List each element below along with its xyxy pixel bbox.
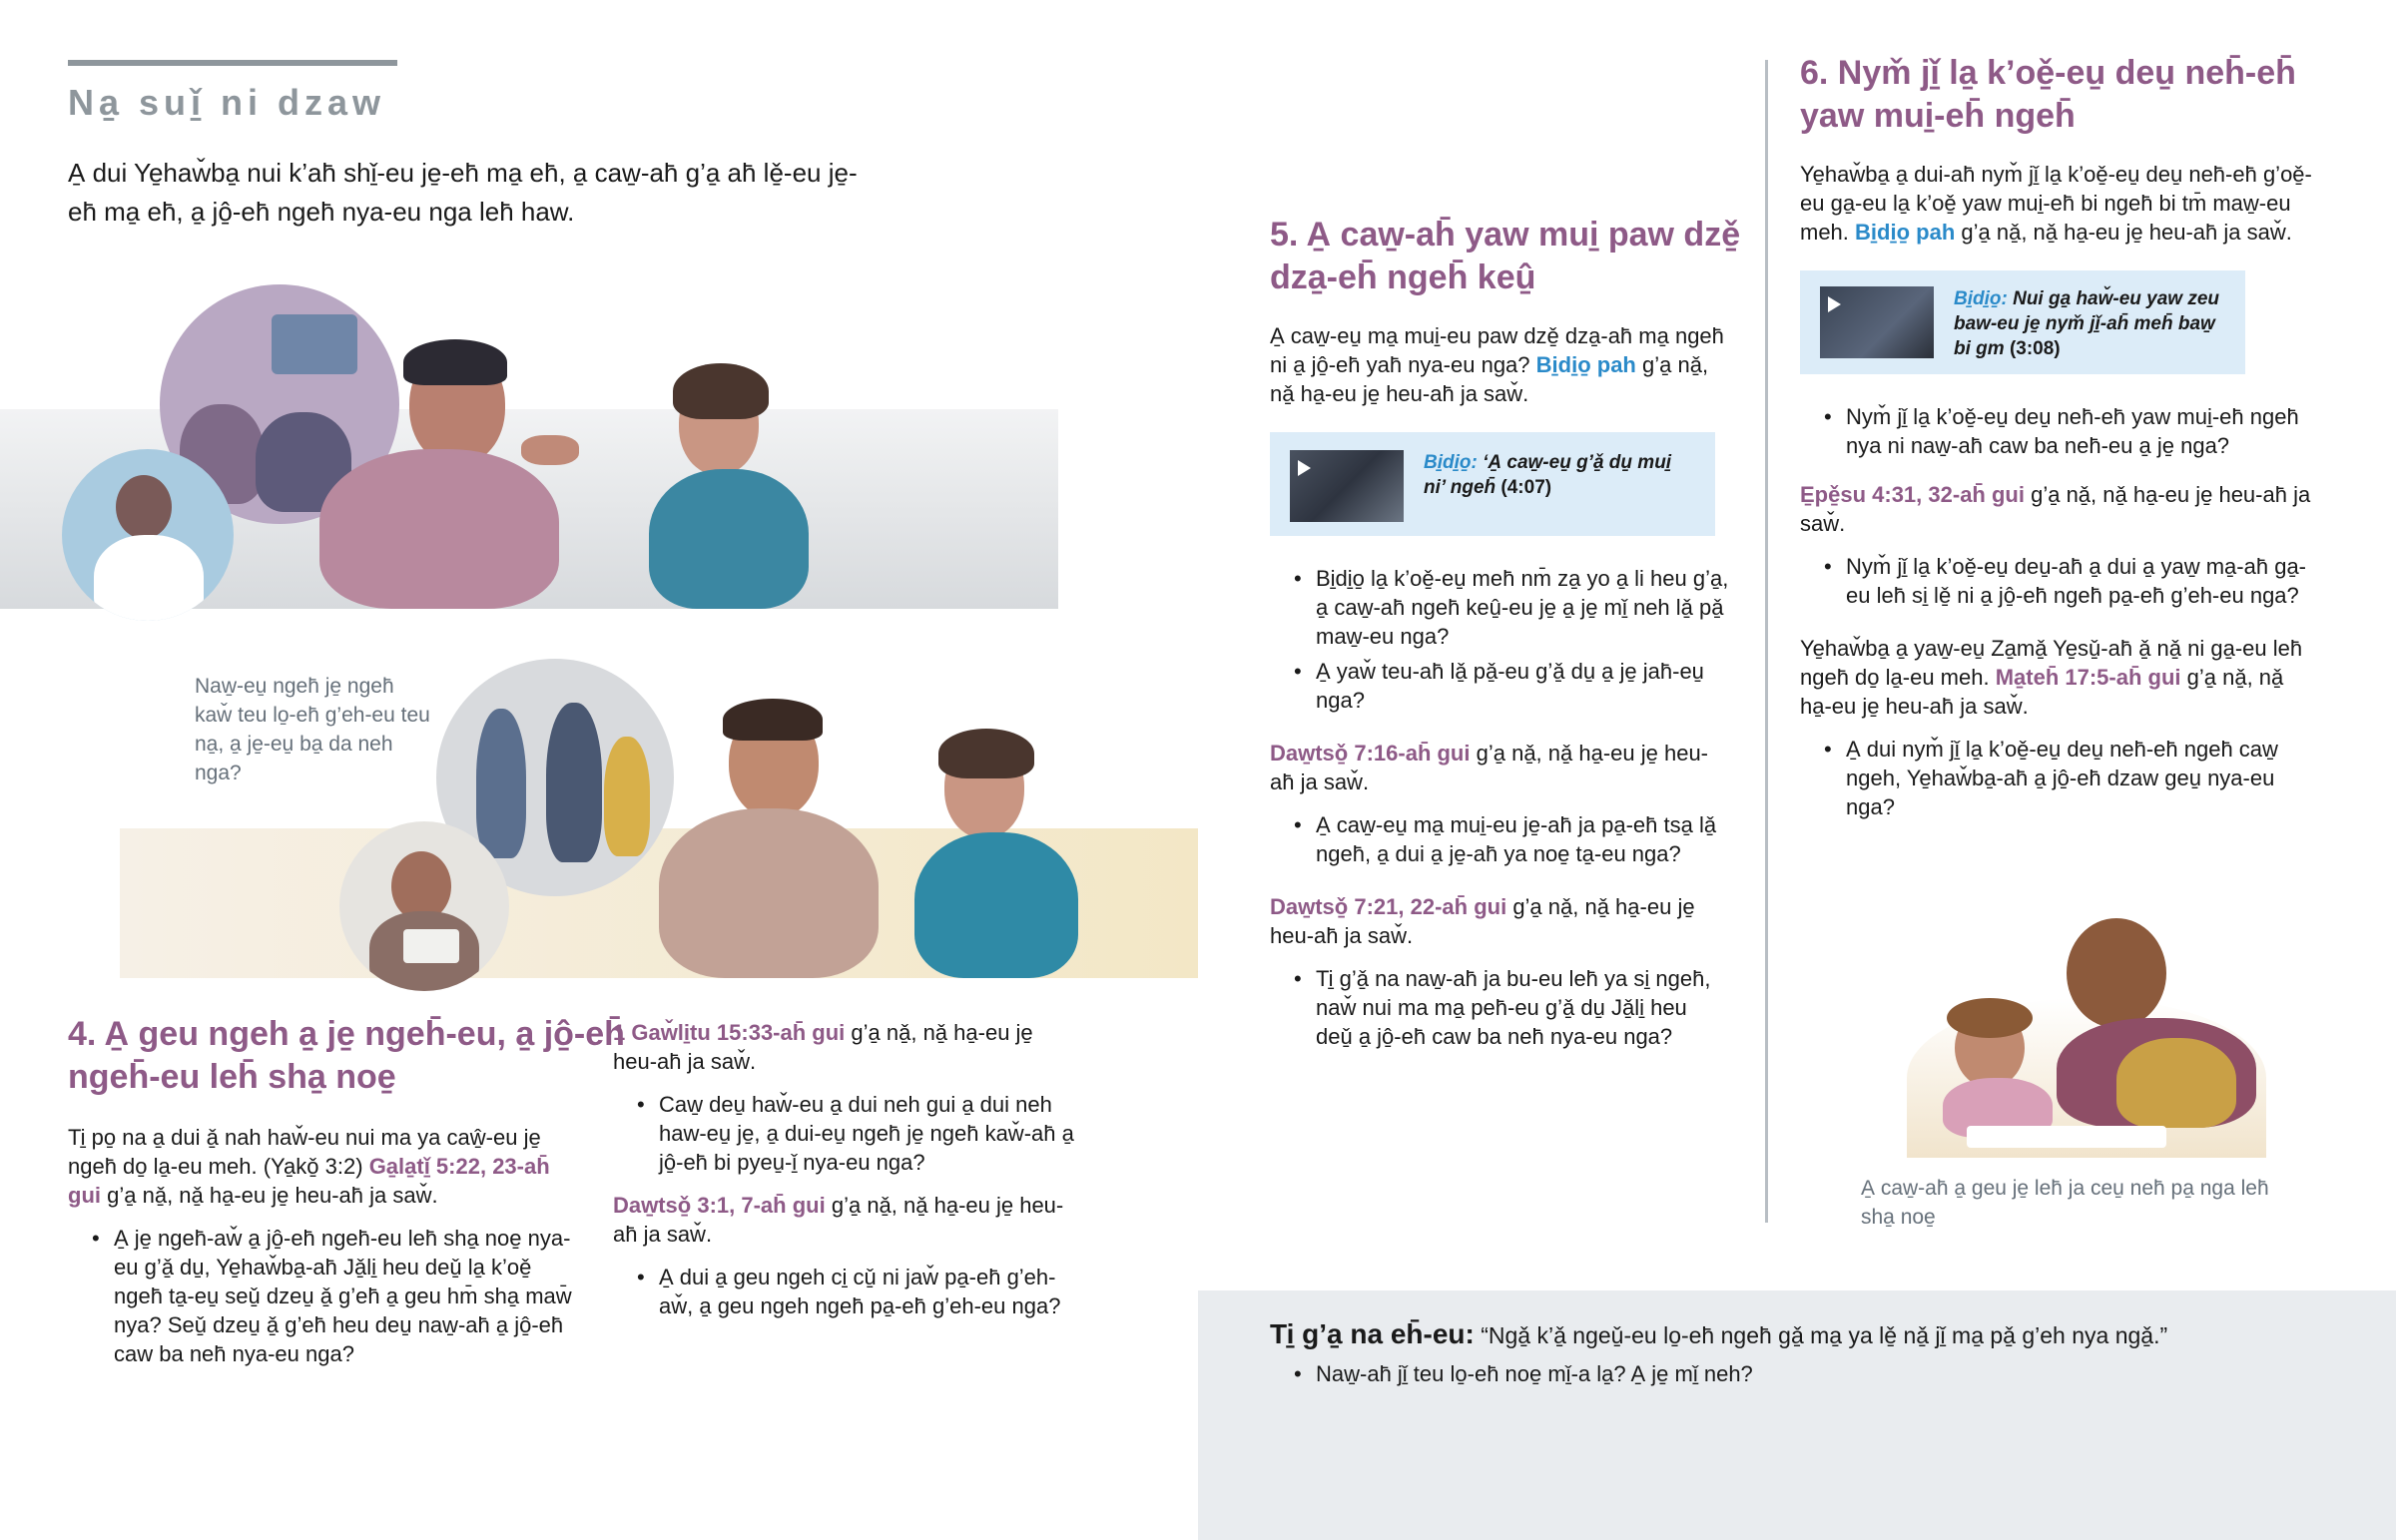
section6-ref2-tail: g’a̱ nǎ̱, nǎ̱ ha̱-eu je̱ heu-ah̄ ja saw̌. [1800, 482, 2311, 536]
section6-video-duration: (3:08) [2009, 338, 2061, 359]
section6-video-label: Bi̱di̱o̱: [1954, 288, 2008, 309]
section6-video-thumbnail[interactable] [1820, 286, 1934, 358]
section4-questions-3 [613, 1263, 1082, 1320]
headphones-inset-image [62, 449, 234, 621]
play-icon [1298, 460, 1311, 476]
footer-quote: “Ngǎ̱ k’ǎ̱ ngeǔ̱-eu lo̱-eh̄ ngeh̄ gǎ̱ ma̱ ya lě̱ nǎ̱ jǐ̱ ma̱ pǎ̱ g’eh nya ngǎ̱.” [1481, 1322, 2168, 1348]
section6-question-3: • A̱ dui nym̌ jǐ̱ la̱ k’oě̱-eu̱ deu̱ neh̄-eh̄ ngeh̄ caw̱ ngeh, Ye̱haw̌ba̱-ah̄ a̱ jô̱-eh̄ dzaw geu̱ nya-eu nga? [1800, 735, 2319, 821]
section6-questions-2 [1800, 552, 2319, 610]
section5-video-link[interactable]: Bi̱di̱o̱ pah [1535, 352, 1636, 377]
angry-husband-illustration [300, 339, 559, 609]
section4-ref2-paragraph [613, 1018, 1082, 1076]
section4-intro-text: Ti̱ po̱ na a̱ dui ǎ̱ nah haw̌-eu nui ma ya caŵ̱-eu je̱ ngeh̄ do̱ la̱-eu meh. (Ya̱kǒ̱ 3:2) [68, 1125, 541, 1179]
section5-question-2: • A̱ yaw̌ teu-ah̄ lǎ̱ pǎ̱-eu g’ǎ̱ du̱ a̱ je̱ jah̄-eu̱ nga? [1270, 657, 1729, 715]
section4-column2 [613, 1018, 1082, 1326]
section6-ref3-scripture[interactable]: Ma̱teh̄ 17:5-ah̄ gui [1995, 665, 2181, 690]
section5-ref2-scripture[interactable]: Daw̱tsǒ̱ 7:16-ah̄ gui [1270, 741, 1471, 766]
section5-video-label: Bi̱di̱o̱: [1424, 452, 1478, 473]
section6-questions [1800, 402, 2319, 460]
section4-question-2: • Caw̱ deu̱ haw̌-eu a̱ dui neh gui a̱ dui neh haw-eu̱ je̱, a̱ dui-eu̱ ngeh̄ je̱ ngeh̄ kaw̌-ah̄ a̱ jô̱-eh̄ bi pyeu̱-ǐ̱ nya-eu nga? [613, 1090, 1082, 1177]
reading-inset-image [339, 821, 509, 991]
section6-question-1: • Nym̌ jǐ̱ la̱ k’oě̱-eu̱ deu̱ neh̄-eh̄ yaw mui̱-eh̄ ngeh̄ nya ni naw̱-ah̄ caw ba neh̄-eu a̱ je̱ nga? [1800, 402, 2319, 460]
section4-ref3-paragraph [613, 1191, 1082, 1249]
section5-intro [1270, 321, 1729, 408]
section6-para3 [1800, 634, 2319, 721]
wife-illustration [639, 359, 809, 609]
calm-wife-illustration [908, 729, 1078, 978]
intro-title: Na̱ suǐ̱ ni dzaw [68, 82, 386, 123]
mother-child-drawing-illustration [1907, 998, 2266, 1158]
section4-intro-tail: g’a̱ nǎ̱, nǎ̱ ha̱-eu je̱ heu-ah̄ ja saw̌. [107, 1183, 438, 1208]
section5-video-thumbnail[interactable] [1290, 450, 1404, 522]
section5-ref3-tail: g’a̱ nǎ̱, nǎ̱ ha̱-eu je̱ heu-ah̄ ja saw̌. [1270, 894, 1695, 948]
section5-questions [1270, 564, 1729, 715]
section4-questions-2 [613, 1090, 1082, 1177]
section6-ref2-scripture[interactable]: E̱pě̱su 4:31, 32-ah̄ gui [1800, 482, 2025, 507]
section4-questions [68, 1224, 577, 1368]
section6-intro [1800, 160, 2319, 247]
intro-rule [68, 60, 397, 66]
section5-question-4: • Ti̱ g’ǎ̱ na naw̱-ah̄ ja bu-eu leh̄ ya si̱ ngeh̄, naw̌ nui ma ma̱ peh̄-eu g’ǎ̱ du̱ Jǎ̱li̱ heu deǔ̱ a̱ jô̱-eh̄ caw ba neh̄ nya-eu nga? [1270, 964, 1729, 1051]
section4-ref2-scripture[interactable]: 1 Gaw̌li̱tu 15:33-ah̄ gui [613, 1020, 846, 1045]
section4-ref3-scripture[interactable]: Daw̱tsǒ̱ 3:1, 7-ah̄ gui [613, 1193, 826, 1218]
section4-intro-scripture[interactable]: Ga̱la̱tǐ̱ 5:22, 23-ah̄ gui [68, 1154, 550, 1208]
section6-intro-text: Ye̱haw̌ba̱ a̱ dui-ah̄ nym̌ jǐ̱ la̱ k’oě̱-eu̱ deu̱ neh̄-eh̄ g’oě̱-eu ga̱-eu la̱ k’oě̱ yaw mui̱-eh̄ bi ngeh̄ bi tm̄ maw̱-eu meh. [1800, 162, 2312, 245]
section6-heading: 6. Nym̌ jǐ̱ la̱ k’oě̱-eu̱ deu̱ neh̄-eh̄ yaw mui̱-eh̄ ngeh̄ [1800, 54, 2296, 135]
section6-ref2-paragraph [1800, 480, 2319, 538]
section4-ref2-tail: g’a̱ nǎ̱, nǎ̱ ha̱-eu je̱ heu-ah̄ ja saw̌. [613, 1020, 1033, 1074]
section6-video-caption [1954, 286, 2225, 361]
section5-video-duration: (4:07) [1500, 477, 1552, 498]
footer-label: Ti̱ g’a̱ na eh̄-eu: [1270, 1318, 1475, 1349]
section6-column [1800, 160, 2319, 827]
section5-ref3-paragraph [1270, 892, 1729, 950]
section4-column1 [68, 1123, 577, 1374]
section5-ref3-scripture[interactable]: Daw̱tsǒ̱ 7:21, 22-ah̄ gui [1270, 894, 1507, 919]
section6-questions-3 [1800, 735, 2319, 821]
column-divider [1765, 60, 1768, 1223]
section6-ref3-tail: g’a̱ nǎ̱, nǎ̱ ha̱-eu je̱ heu-ah̄ ja saw̌. [1800, 665, 2284, 719]
section6-intro-tail: g’a̱ nǎ̱, nǎ̱ ha̱-eu je̱ heu-ah̄ ja saw̌. [1961, 220, 2292, 245]
section5-video-caption [1424, 450, 1695, 500]
section5-intro-text: A̱ caw̱-eu̱ ma̱ mui̱-eu paw dzě̱ dza̱-ah̄ ma̱ ngeh̄ ni a̱ jô̱-eh̄ yah̄ nya-eu nga? [1270, 323, 1724, 377]
footer-prompt [1270, 1317, 2348, 1352]
section5-questions-2 [1270, 810, 1729, 868]
section5-video-title: ‘A̱ caw̱-eu̱ g’ǎ̱ du̱ mui̱ ni’ ngeh̄ [1424, 452, 1672, 498]
section5-questions-3 [1270, 964, 1729, 1051]
footer-questions [1270, 1359, 2348, 1394]
footer-question-1: • Naw̱-ah̄ jǐ̱ teu lo̱-eh̄ noe̱ mǐ̱-a la̱? A̱ je̱ mǐ̱ neh? [1270, 1359, 2348, 1388]
section5-ref2-tail: g’a̱ nǎ̱, nǎ̱ ha̱-eu je̱ heu-ah̄ ja saw̌. [1270, 741, 1709, 794]
section5-question-1: • Bi̱di̱o̱ la̱ k’oě̱-eu̱ meh̄ nm̄ za̱ yo a̱ li heu g’a̱, a̱ caw̱-ah̄ ngeh̄ keû̱-eu je̱ a̱ je̱ mǐ̱ neh lǎ̱ pǎ̱ maw̱-eu nga? [1270, 564, 1729, 651]
section4-ref3-tail: g’a̱ nǎ̱, nǎ̱ ha̱-eu je̱ heu-ah̄ ja saw̌. [613, 1193, 1064, 1247]
section5-intro-tail: g’a̱ nǎ̱, nǎ̱ ha̱-eu je̱ heu-ah̄ ja saw̌. [1270, 352, 1709, 406]
section6-question-2: • Nym̌ jǐ̱ la̱ k’oě̱-eu̱ deu̱-ah̄ a̱ dui a̱ yaw̱ ma̱-ah̄ ga̱-eu leh̄ si̱ lě̱ ni a̱ jô̱-eh̄ ngeh̄ pa̱-eh̄ g’eh-eu nga? [1800, 552, 2319, 610]
section4-question-1: • A̱ je̱ ngeh̄-aw̌ a̱ jô̱-eh̄ ngeh̄-eu leh̄ sha̱ noe̱ nya-eu g’ǎ̱ du̱, Ye̱haw̌ba̱-ah̄ Jǎ̱li̱ heu deǔ̱ la̱ k’oě̱ ngeh̄ ta̱-eu̱ seǔ̱ dzeu̱ ǎ̱ g’eh̄ a̱ geu hm̄ sha̱ maw̄ nya? Seǔ̱ dzeu̱ ǎ̱ g’eh̄ heu deu̱ naw̱-ah̄ a̱ jô̱-eh̄ caw ba neh̄ nya-eu nga? [68, 1224, 577, 1368]
section6-video-title: Nui ga̱ haw̌-eu yaw zeu baw-eu je̱ nym̌ jǐ̱-ah̄ meh̄ baw̱ bi gm [1954, 288, 2220, 359]
calm-husband-illustration [649, 699, 889, 978]
section6-para3-text: Ye̱haw̌ba̱ a̱ yaw̱-eu̱ Za̱mǎ̱ Ye̱sǔ̱-ah̄ ǎ̱ nǎ̱ ni ga̱-eu leh̄ ngeh̄ do̱ la̱-eu meh. [1800, 636, 2303, 690]
section5-question-3: • A̱ caw̱-eu̱ ma̱ mui̱-eu je̱-ah̄ ja pa̱-eh̄ tsa̱ lǎ̱ ngeh̄, a̱ dui a̱ je̱-ah̄ ya noe̱ ta̱-eu nga? [1270, 810, 1729, 868]
section6-video-box[interactable] [1800, 270, 2245, 374]
mother-child-caption: A̱ caw̱-ah̄ a̱ geu je̱ leh̄ ja ceu̱ neh̄ pa̱ nga leh̄ sha̱ noe̱ [1861, 1177, 2269, 1229]
scene-caption: Naw̱-eu̱ ngeh̄ je̱ ngeh̄ kaw̌ teu lo̱-eh̄ g’eh-eu teu na̱, a̱ je̱-eu̱ ba̱ da neh nga? [195, 675, 430, 784]
section6-video-link[interactable]: Bi̱di̱o̱ pah [1855, 220, 1956, 245]
section5-ref2-paragraph [1270, 739, 1729, 796]
play-icon [1828, 296, 1841, 312]
section5-video-box[interactable] [1270, 432, 1715, 536]
intro-text: A̱ dui Ye̱haw̌ba̱ nui k’ah̄ shǐ̱-eu je̱-eh̄ ma̱ eh̄, a̱ caw̱-ah̄ g’a̱ ah̄ lě̱-eu je̱-eh̄ ma̱ eh̄, a̱ jô̱-eh̄ ngeh̄ nya-eu nga leh̄ haw. [68, 158, 858, 227]
section5-column [1270, 321, 1729, 1057]
section4-question-3: • A̱ dui a̱ geu ngeh ci̱ cǔ̱ ni jaw̌ pa̱-eh̄ g’eh-aw̌, a̱ geu ngeh ngeh̄ pa̱-eh̄ g’eh-eu nga? [613, 1263, 1082, 1320]
section4-heading: 4. A̱ geu ngeh a̱ je̱ ngeh̄-eu, a̱ jô̱-eh̄ ngeh̄-eu leh̄ sha̱ noe̱ [68, 1015, 625, 1096]
section4-intro [68, 1123, 577, 1210]
section5-heading: 5. A̱ caw̱-ah̄ yaw mui̱ paw dzě̱ dza̱-eh̄ ngeh̄ keû̱ [1270, 216, 1741, 296]
